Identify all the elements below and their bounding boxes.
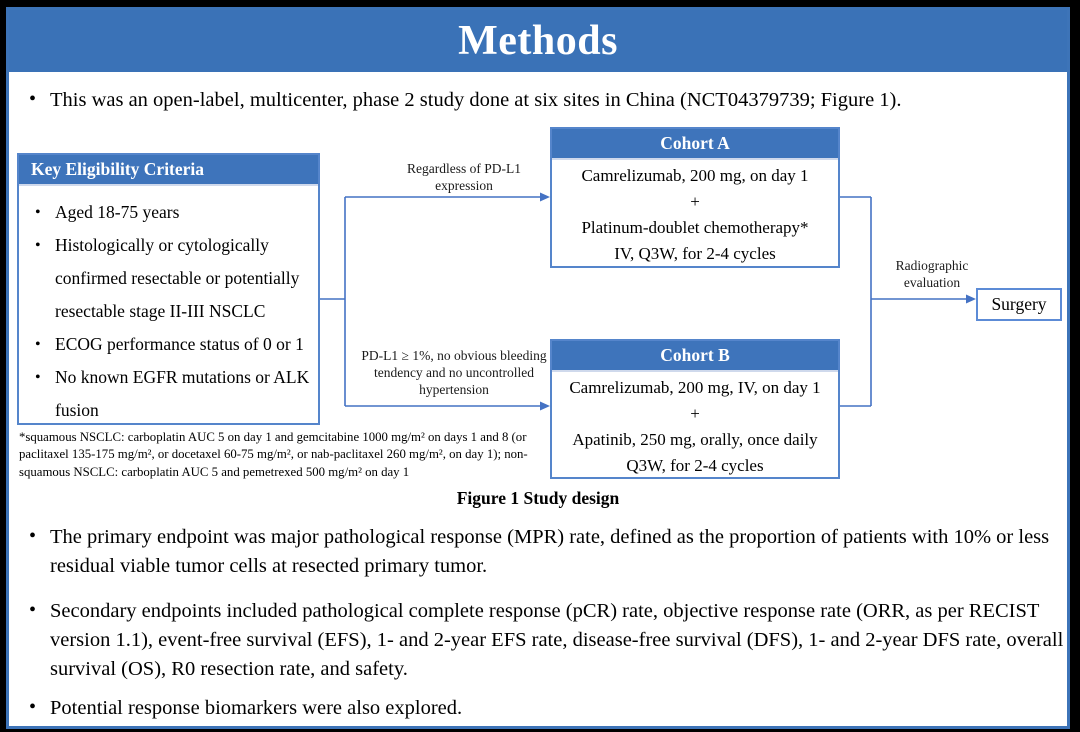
eligibility-body <box>19 186 318 427</box>
cohort-a-body <box>552 160 838 267</box>
cohort-b-line: Camrelizumab, 200 mg, IV, on day 1 <box>569 378 821 397</box>
cohort-a-title: Cohort A <box>660 133 730 153</box>
surgery-label: Surgery <box>991 294 1047 314</box>
cohort-b-body <box>552 372 838 479</box>
page-title: Methods <box>458 18 618 64</box>
branch-top-label: Regardless of PD-L1 expression <box>407 161 521 193</box>
eligibility-title: Key Eligibility Criteria <box>31 159 205 179</box>
cohort-a-header <box>552 129 838 160</box>
eligibility-item: • Histologically or cytologically confirmed resectable or potentially resectable stage II-III NSCLC <box>29 229 310 328</box>
eligibility-box <box>17 153 320 425</box>
arrowhead-cohort-b-icon <box>540 402 550 411</box>
cohort-a-line: IV, Q3W, for 2-4 cycles <box>614 244 776 263</box>
cohort-a-line: + <box>690 192 700 211</box>
eligibility-item: • No known EGFR mutations or ALK fusion <box>29 361 310 427</box>
cohort-b-line: Q3W, for 2-4 cycles <box>626 456 764 475</box>
eligibility-item: • ECOG performance status of 0 or 1 <box>29 328 310 361</box>
cohort-b-line: Apatinib, 250 mg, orally, once daily <box>572 430 818 449</box>
cohort-a-line: Camrelizumab, 200 mg, on day 1 <box>581 166 809 185</box>
eligibility-box-header <box>19 155 318 186</box>
figure-caption: Figure 1 Study design <box>456 488 620 508</box>
cohort-a-box <box>550 127 840 268</box>
cohort-a-line: Platinum-doublet chemotherapy* <box>581 218 809 237</box>
cohort-b-title: Cohort B <box>660 345 730 365</box>
header-bar <box>9 10 1067 75</box>
surgery-box <box>976 288 1062 321</box>
cohort-b-header <box>552 341 838 372</box>
bullet-intro: • This was an open-label, multicenter, phase 2 study done at six sites in China (NCT04379739; Figure 1). <box>23 86 1070 115</box>
bullet-biomarkers: • Potential response biomarkers were also explored. <box>23 694 1072 723</box>
cohort-b-box <box>550 339 840 479</box>
slide <box>6 7 1070 729</box>
bullet-secondary-endpoints: • Secondary endpoints included pathological complete response (pCR) rate, objective response rate (ORR, as per RECIST version 1.1), event-free survival (EFS), 1- and 2-year EFS rate, disease-free survival (DFS), 1- and 2-year DFS rate, overall survival (OS), R0 resection rate, and safety. <box>23 597 1072 684</box>
branch-bottom-label: PD-L1 ≥ 1%, no obvious bleeding tendency and no uncontrolled hypertension <box>361 348 547 397</box>
arrowhead-surgery-icon <box>966 295 976 304</box>
cohort-b-line: + <box>690 404 700 423</box>
evaluation-label: Radiographic evaluation <box>895 258 969 290</box>
bullet-primary-endpoint: • The primary endpoint was major pathological response (MPR) rate, defined as the proportion of patients with 10% or less residual viable tumor cells at resected primary tumor. <box>23 523 1072 581</box>
figure-footnote: *squamous NSCLC: carboplatin AUC 5 on day 1 and gemcitabine 1000 mg/m² on days 1 and 8 (or paclitaxel 135-175 mg/m², or docetaxel 60-75 mg/m², or nab-paclitaxel 260 mg/m², on day 1); non-squamous NSCLC: carboplatin AUC 5 and pemetrexed 500 mg/m² on day 1 <box>19 430 528 479</box>
eligibility-item: • Aged 18-75 years <box>29 196 310 229</box>
